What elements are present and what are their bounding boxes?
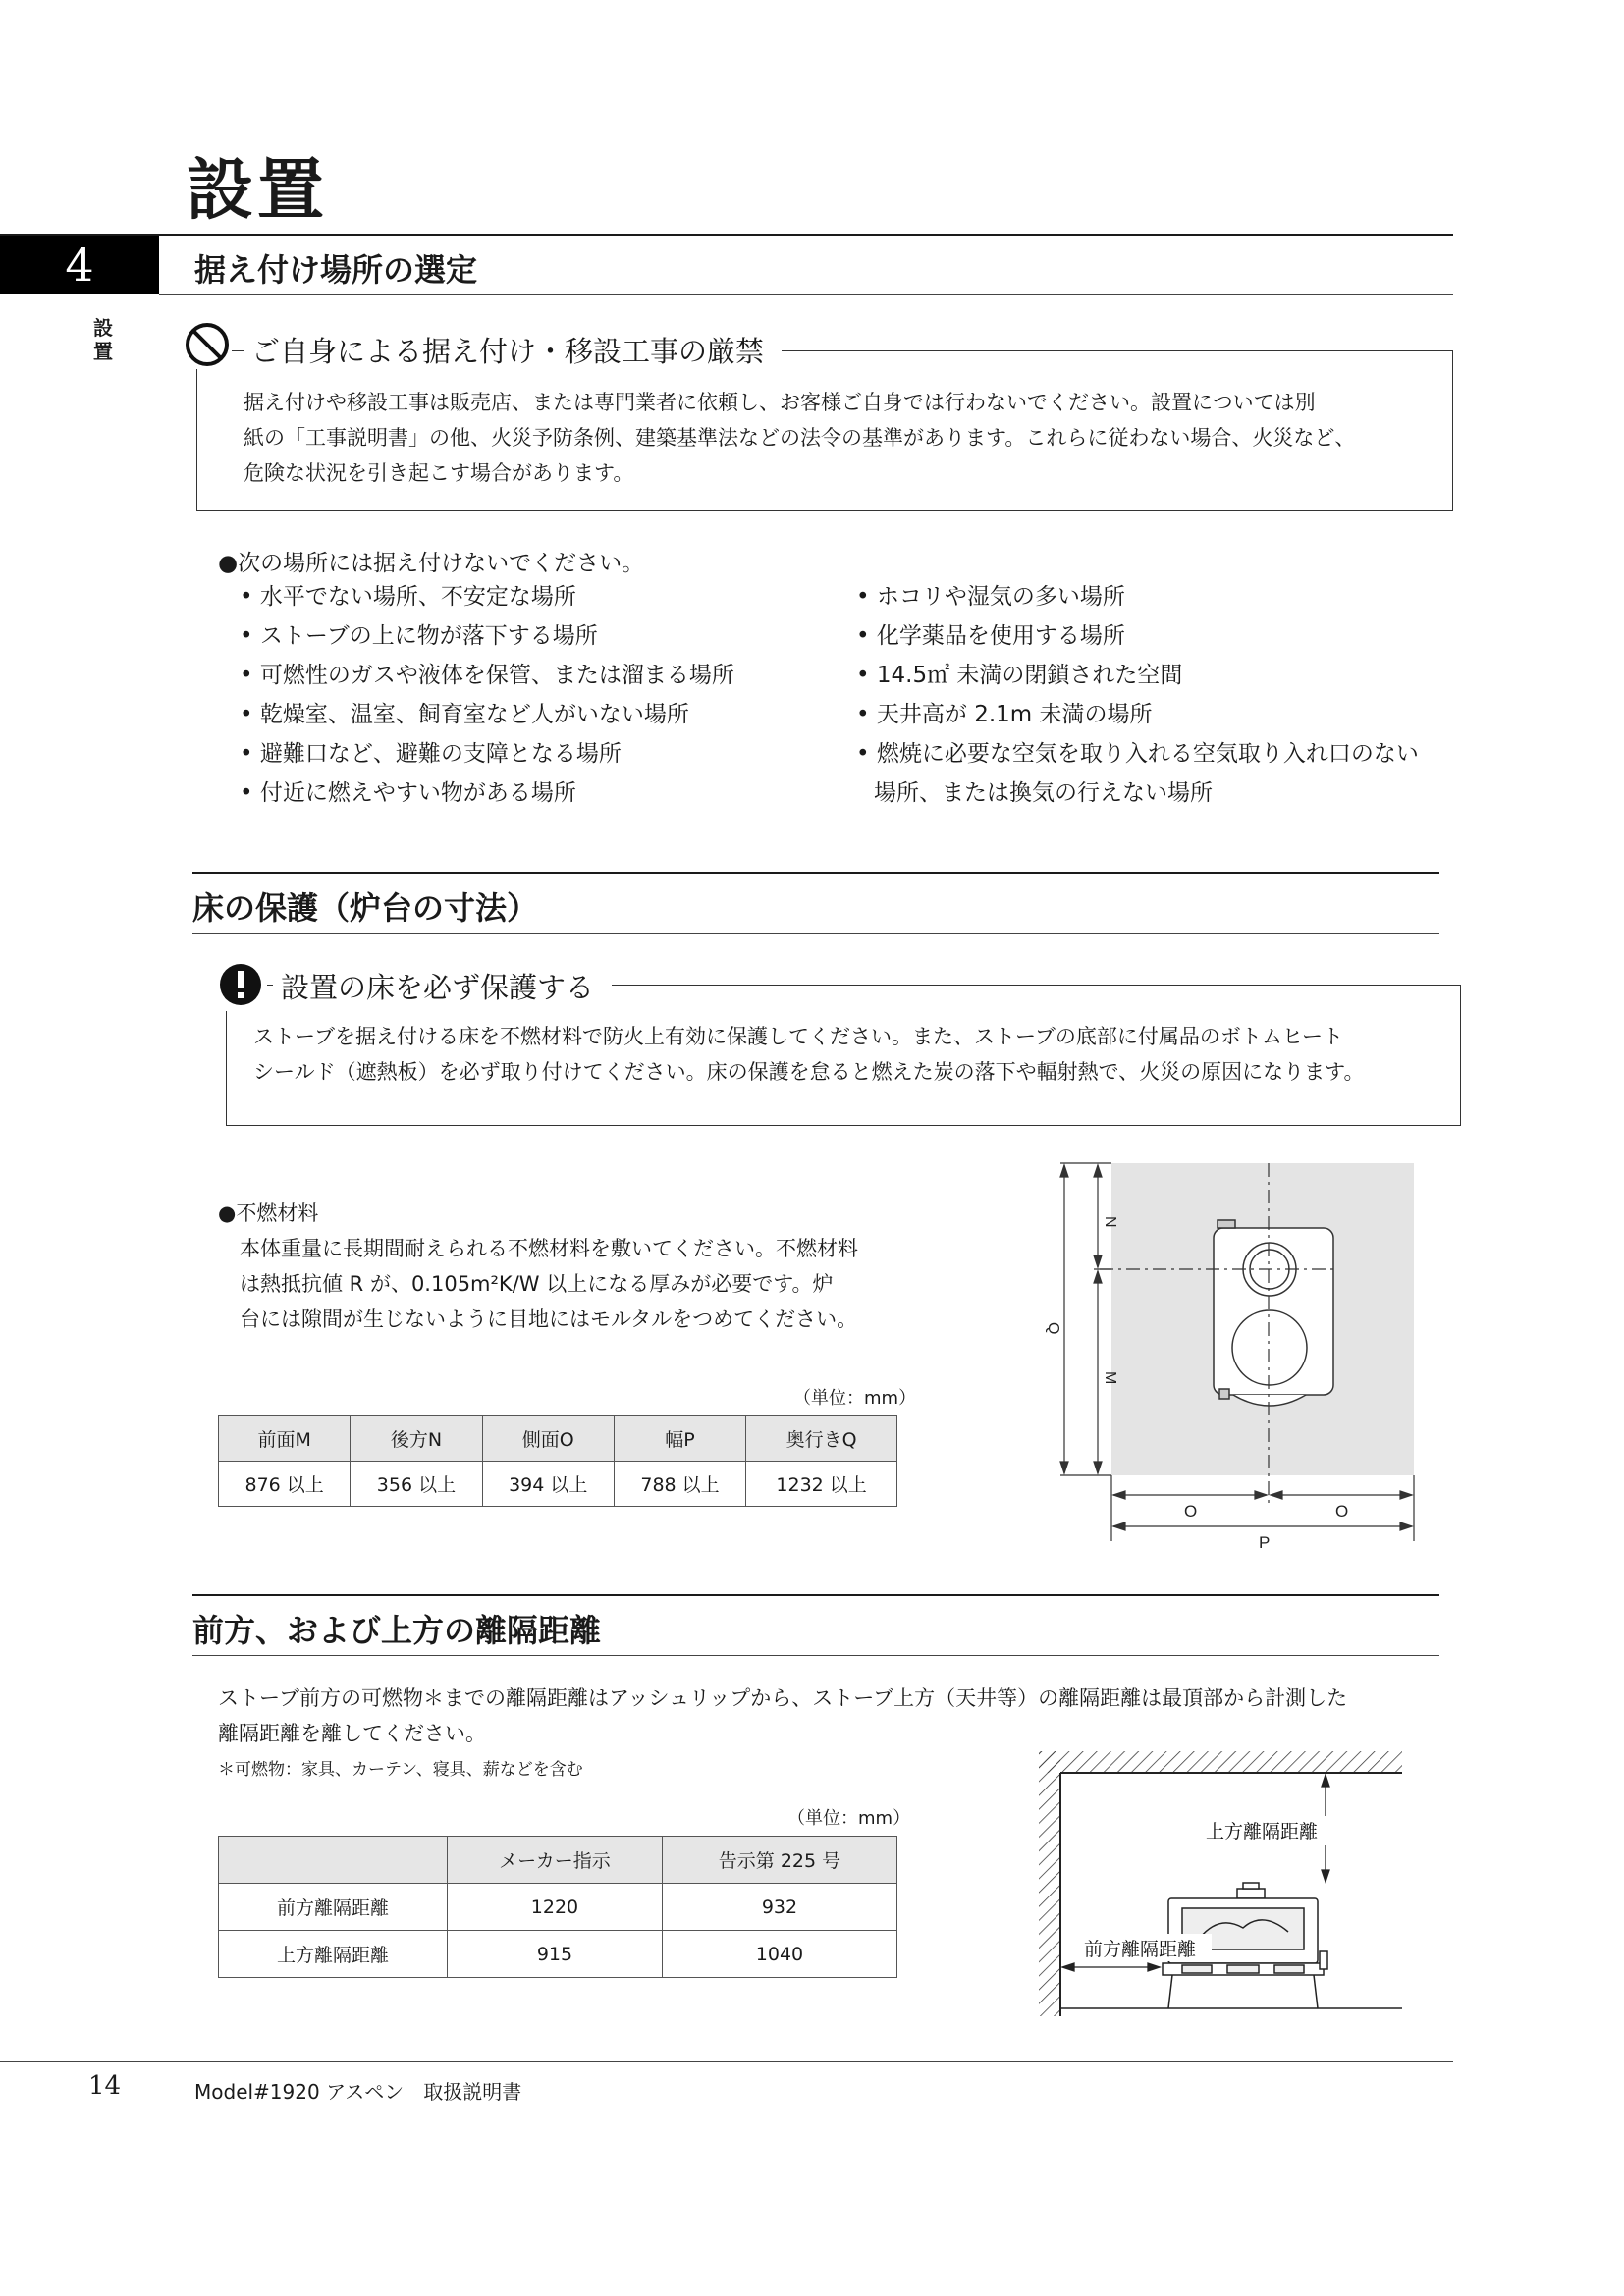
text-line: 紙の「工事説明書」の他、火災予防条例、建築基準法などの法令の基準があります。これらに従わない場合、火災など、	[244, 426, 1356, 450]
list-item: • 天井高が 2.1m 未満の場所	[856, 702, 1153, 727]
list-item: • ストーブの上に物が落下する場所	[240, 623, 598, 649]
table-row	[219, 1462, 897, 1507]
text-line: 据え付けや移設工事は販売店、または専門業者に依頼し、お客様ご自身では行わないでください。設置については別	[244, 391, 1316, 414]
floor-dimension-table	[218, 1415, 897, 1507]
footer-rule	[0, 2061, 1453, 2062]
table-cell: 前方離隔距離	[219, 1884, 448, 1931]
label-m: M	[1102, 1371, 1118, 1385]
clearance-table	[218, 1836, 897, 1978]
label-n: N	[1102, 1216, 1118, 1228]
list-item: • 可燃性のガスや液体を保管、または溜まる場所	[240, 663, 734, 688]
prohibit-icon	[183, 320, 232, 369]
material-text	[240, 1231, 927, 1337]
section-number: 4	[0, 236, 159, 294]
locations-left-list	[240, 577, 734, 813]
floor-warning-text	[253, 1019, 1451, 1090]
table-header-row	[219, 1837, 897, 1884]
label-front-clearance: 前方離隔距離	[1084, 1939, 1197, 1960]
section-title: 据え付け場所の選定	[194, 251, 478, 289]
table-cell: 932	[662, 1884, 896, 1931]
table-cell: 876 以上	[219, 1462, 351, 1507]
table-cell: 788 以上	[614, 1462, 745, 1507]
floor-warning-title: 設置の床を必ず保護する	[273, 966, 612, 1006]
text-line: シールド（遮熱板）を必ず取り付けてください。床の保護を怠ると燃えた炭の落下や輻射熱で、火災の原因になります。	[253, 1060, 1365, 1084]
table-header-cell: 前面M	[219, 1416, 351, 1462]
side-tab-char: 設	[93, 316, 113, 340]
clearance-table-unit: （単位：mm）	[787, 1808, 911, 1829]
table-cell: 1040	[662, 1931, 896, 1978]
clearance-bottom-rule	[192, 1655, 1439, 1656]
table-row	[219, 1931, 897, 1978]
label-top-clearance: 上方離隔距離	[1206, 1821, 1319, 1842]
list-item: 場所、または換気の行えない場所	[874, 780, 1213, 806]
clearance-heading: 前方、および上方の離隔距離	[192, 1612, 602, 1649]
text-line: 危険な状況を引き起こす場合があります。	[244, 461, 634, 485]
table-row	[219, 1884, 897, 1931]
table-cell: 1220	[448, 1884, 663, 1931]
ceiling-hatch	[1039, 1751, 1402, 1773]
list-item: • 乾燥室、温室、飼育室など人がいない場所	[240, 702, 689, 727]
table-cell: 1232 以上	[746, 1462, 897, 1507]
table-header-cell: 側面O	[482, 1416, 614, 1462]
table-header-cell: 幅P	[614, 1416, 745, 1462]
table-header-cell: 後方N	[351, 1416, 482, 1462]
label-o-right: O	[1335, 1502, 1349, 1521]
table-cell: 356 以上	[351, 1462, 482, 1507]
clearance-diagram	[1035, 1743, 1408, 2018]
material-label: ●不燃材料	[218, 1201, 319, 1225]
table-header-cell	[219, 1837, 448, 1884]
text-line: 本体重量に長期間耐えられる不燃材料を敷いてください。不燃材料	[240, 1237, 858, 1260]
hearth-dimension-diagram	[1041, 1153, 1434, 1556]
list-item: • 14.5㎡ 未満の閉鎖された空間	[856, 663, 1183, 688]
table-cell: 上方離隔距離	[219, 1931, 448, 1978]
page-number: 14	[88, 2071, 122, 2101]
text-line: ストーブを据え付ける床を不燃材料で防火上有効に保護してください。また、ストーブの底部に付属品のボトムヒート	[253, 1025, 1344, 1048]
wall-hatch	[1039, 1751, 1060, 2016]
table-header-row	[219, 1416, 897, 1462]
clearance-text	[218, 1681, 1435, 1751]
floor-table-unit: （単位：mm）	[793, 1388, 917, 1409]
list-item: • 化学薬品を使用する場所	[856, 623, 1125, 649]
table-header-cell: メーカー指示	[448, 1837, 663, 1884]
list-item: • 燃焼に必要な空気を取り入れる空気取り入れ口のない	[856, 741, 1419, 767]
section-top-rule	[0, 234, 1453, 236]
locations-intro: ●次の場所には据え付けないでください。	[218, 551, 645, 576]
exclamation-icon	[214, 958, 267, 1011]
label-q: Q	[1045, 1322, 1061, 1335]
clearance-top-rule	[192, 1594, 1439, 1596]
locations-right-list	[856, 577, 1419, 813]
list-item: • ホコリや湿気の多い場所	[856, 584, 1125, 610]
text-line: ストーブ前方の可燃物＊までの離隔距離はアッシュリップから、ストーブ上方（天井等）の離隔距離は最頂部から計測した	[218, 1686, 1348, 1710]
floor-bottom-rule	[192, 933, 1439, 934]
page-title: 設置	[187, 151, 329, 230]
side-tab-char: 置	[93, 340, 113, 363]
table-cell: 915	[448, 1931, 663, 1978]
table-header-cell: 告示第 225 号	[662, 1837, 896, 1884]
text-line: 台には隙間が生じないように目地にはモルタルをつめてください。	[240, 1308, 858, 1331]
list-item: • 避難口など、避難の支障となる場所	[240, 741, 622, 767]
list-item: • 付近に燃えやすい物がある場所	[240, 780, 576, 806]
list-item: • 水平でない場所、不安定な場所	[240, 584, 576, 610]
table-cell: 394 以上	[482, 1462, 614, 1507]
prohibit-box-text	[244, 385, 1436, 491]
side-tab	[90, 316, 116, 363]
floor-heading: 床の保護（炉台の寸法）	[192, 889, 539, 927]
clearance-note: ＊可燃物：家具、カーテン、寝具、薪などを含む	[218, 1760, 583, 1780]
table-header-cell: 奥行きQ	[746, 1416, 897, 1462]
label-p: P	[1259, 1533, 1271, 1552]
stove-top-view	[1214, 1220, 1333, 1406]
floor-top-rule	[192, 872, 1439, 874]
text-line: 離隔距離を離してください。	[218, 1722, 486, 1745]
text-line: は熱抵抗値 R が、0.105m²K/W 以上になる厚みが必要です。炉	[240, 1272, 834, 1296]
prohibit-box-title: ご自身による据え付け・移設工事の厳禁	[244, 330, 782, 370]
footer-text: Model#1920 アスペン 取扱説明書	[194, 2080, 522, 2104]
label-o-left: O	[1184, 1502, 1198, 1521]
section-bottom-rule	[159, 294, 1453, 295]
